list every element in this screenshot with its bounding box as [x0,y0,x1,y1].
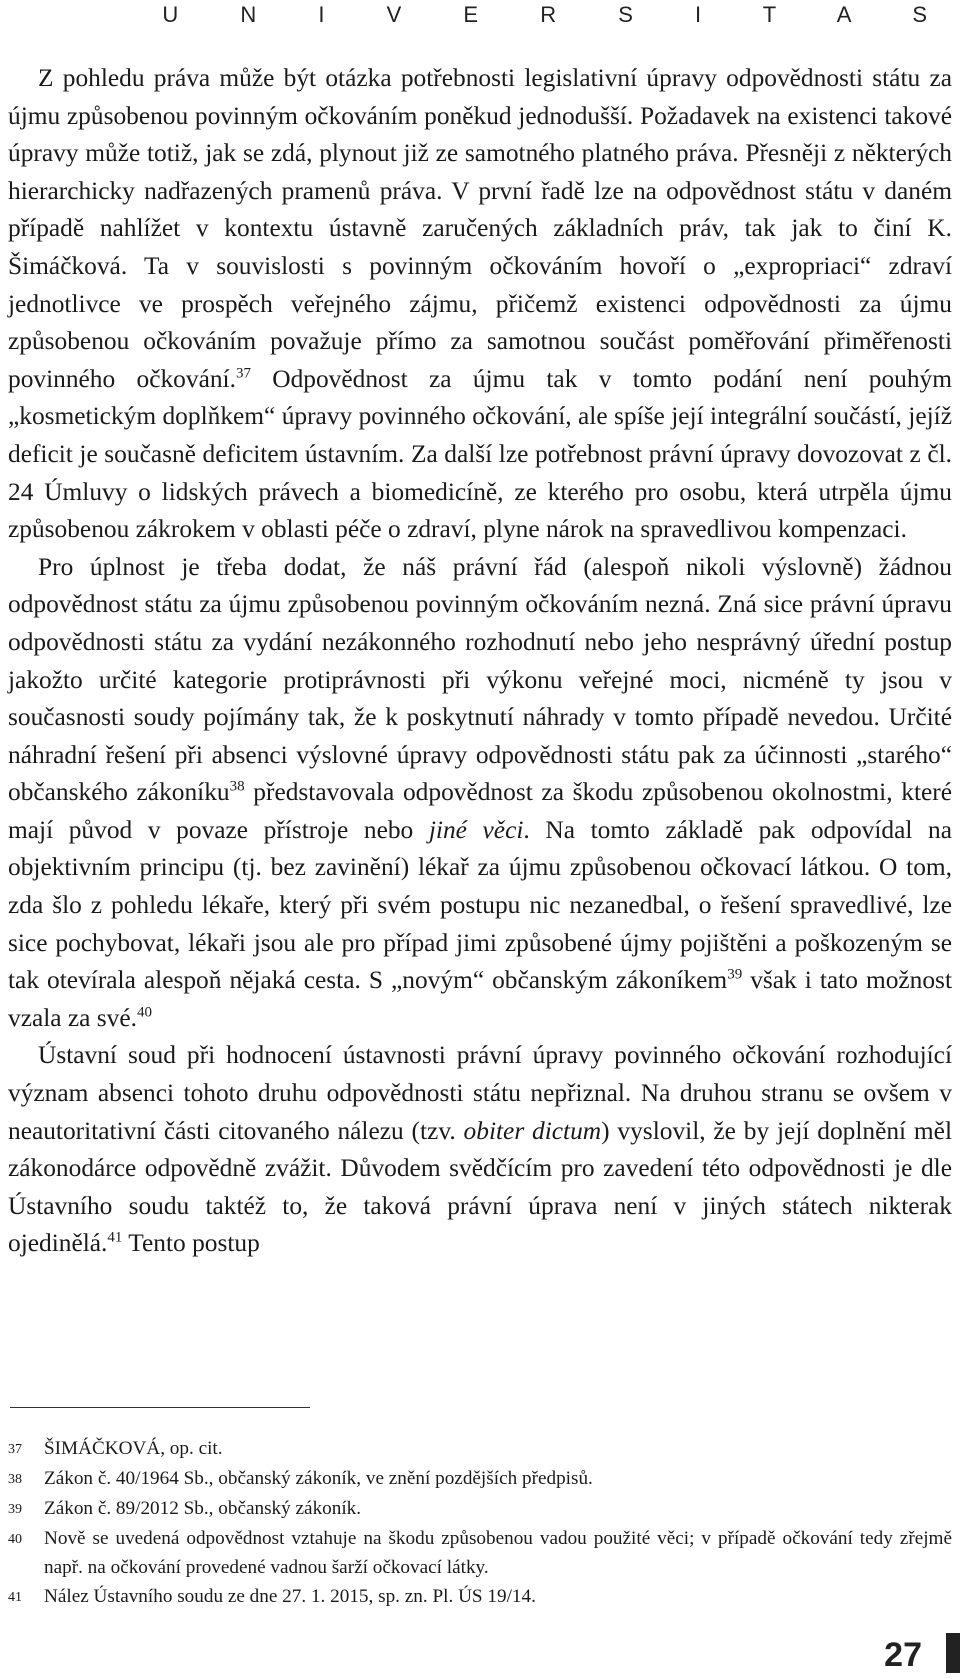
paragraph-3-text-a: Ústavní soud při hodnocení ústavnosti právní úpravy povinného očkování rozhodující význam absenci tohoto druhu odpovědnosti státu nepřiznal. Na druhou stranu se ovšem v neautoritativní části citovaného nálezu (tzv. [8,1041,952,1145]
main-text [8,60,952,1263]
paragraph-3-text-c: Tento postup [122,1229,260,1258]
footnote-text: Nález Ústavního soudu ze dne 27. 1. 2015, sp. zn. Pl. ÚS 19/14. [44,1586,536,1607]
paragraph-2-text-c: . Na tomto základě pak odpovídal na objektivním principu (tj. bez zavinění) lékař za újmu způsobenou očkovací látkou. O tom, zda šlo z pohledu lékaře, který při svém postupu nic nezanedbal, o řešení spravedlivé, lze sice pochybovat, lékaři jsou ale pro případ jimi způsobené újmy pojištěni a poškozeným se tak otevírala alespoň nějaká cesta. S „novým“ občanským zákoníkem [8,815,952,995]
footnote-number: 41 [8,1590,22,1605]
paragraph-3 [8,1037,952,1263]
page-number-bar [946,1633,960,1673]
paragraph-2-italic: jiné věci [428,815,524,844]
footnote-38 [8,1464,952,1494]
paragraph-2 [8,549,952,1038]
paragraph-1-text-a: Z pohledu práva může být otázka potřebnosti legislativní úpravy odpovědnosti státu za újmu způsobenou povinným očkováním poněkud jednodušší. Požadavek na existenci takové úpravy může totiž, jak se zdá, plynout již ze samotného platného práva. Přesněji z některých hierarchicky nadřazených pramenů práva. V první řadě lze na odpovědnost státu v daném případě nahlížet v kontextu ústavně zaručených základních práv, tak jak to činí K. Šimáčková. Ta v souvislosti s povinným očkováním hovoří o „expropriaci“ zdraví jednotlivce ve prospěch veřejného zájmu, přičemž existenci odpovědnosti za újmu způsobenou očkováním považuje přímo za samotnou součást poměřování přiměřenosti povinného očkování. [8,64,952,393]
footnote-number: 38 [8,1472,22,1487]
footnote-text: Nově se uvedená odpovědnost vztahuje na škodu způsobenou vadou použité věci; v případě očkování tedy zřejmě např. na očkování provedené vadnou šarží očkovací látky. [44,1528,952,1578]
footnote-ref-38[interactable]: 38 [229,778,245,795]
footnote-ref-37[interactable]: 37 [235,365,251,382]
paragraph-2-text-b: představovala odpovědnost za škodu způsobenou okolnostmi, které mají původ v povaze přístroje nebo [8,778,953,844]
footnote-ref-40[interactable]: 40 [137,1004,152,1021]
paragraph-3-italic: obiter dictum [463,1116,602,1145]
footnote-number: 37 [8,1442,22,1457]
paragraph-2-text-a: Pro úplnost je třeba dodat, že náš právní řád (alespoň nikoli výslovně) žádnou odpovědnost státu za újmu způsobenou povinným očkováním nezná. Zná sice právní úpravu odpovědnosti státu za vydání nezákonného rozhodnutí nebo jeho nesprávný úřední postup jakožto určité kategorie protiprávnosti při výkonu veřejné moci, nicméně ty jsou v současnosti soudy pojímány tak, že k poskytnutí náhrady v tomto případě nevedou. Určité náhradní řešení při absenci výslovné úpravy odpovědnosti státu pak za účinnosti „starého“ občanského zákoníku [8,552,952,807]
footnote-39 [8,1494,952,1524]
footnote-text: Zákon č. 89/2012 Sb., občanský zákoník. [44,1498,362,1519]
paragraph-2-text-d: však i tato možnost vzala za své. [8,966,952,1032]
footnote-text: Zákon č. 40/1964 Sb., občanský zákoník, ve znění pozdějších předpisů. [44,1468,593,1489]
footnote-ref-41[interactable]: 41 [107,1229,123,1246]
paragraph-1-text-b: Odpovědnost za újmu tak v tomto podání není pouhým „kosmetickým doplňkem“ úpravy povinného očkování, ale spíše její integrální součástí, jejíž deficit je současně deficitem ústavním. Za další lze potřebnost právní úpravy dovozovat z čl. 24 Úmluvy o lidských právech a biomedicíně, ze kterého pro osobu, která utrpěla újmu způsobenou zákrokem v oblasti péče o zdraví, plyne nárok na spravedlivou kompenzaci. [8,364,952,544]
paragraph-1 [8,60,952,549]
footnotes [8,1434,952,1612]
footnote-divider [10,1407,310,1408]
footnote-40 [8,1524,952,1582]
footnote-number: 40 [8,1532,22,1547]
footnote-number: 39 [8,1502,22,1517]
page-number: 27 [884,1636,922,1674]
paragraph-3-text-b: ) vyslovil, že by její doplnění měl zákonodárce odpovědně zvážit. Důvodem svědčícím pro zavedení této odpovědnosti je dle Ústavního soudu taktéž to, že taková právní úprava není v jiných státech nikterak ojedinělá. [8,1116,953,1258]
footnote-41 [8,1582,952,1612]
running-header: U N I V E R S I T A S [162,2,955,27]
footnote-text: ŠIMÁČKOVÁ, op. cit. [44,1438,223,1459]
footnote-37 [8,1434,952,1464]
footnote-ref-39[interactable]: 39 [727,966,743,983]
